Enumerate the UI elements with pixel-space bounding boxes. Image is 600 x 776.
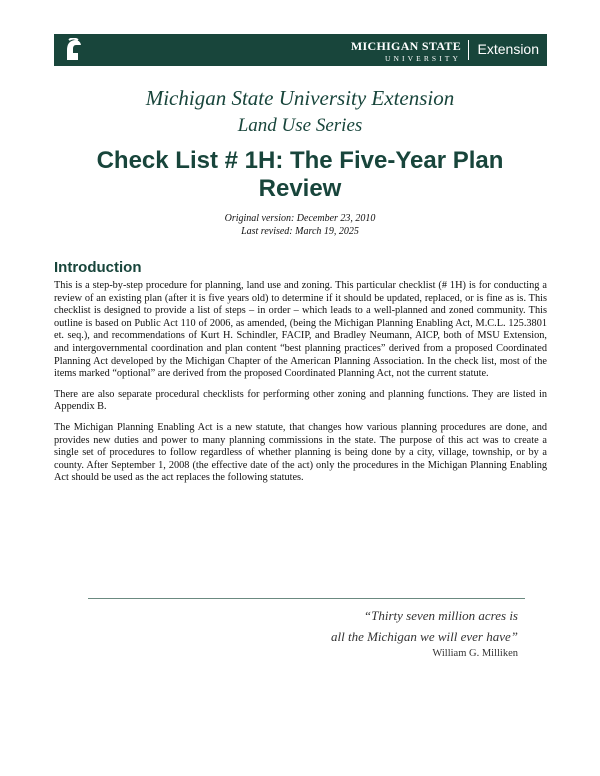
brand-top: MICHIGAN STATE [350, 39, 461, 53]
paragraph: There are also separate procedural checklists for performing other zoning and planning functions. They are listed in Appendix B. [54, 388, 547, 413]
spartan-helmet-icon [64, 38, 82, 62]
intro-body [54, 280, 547, 493]
extension-label: Extension [477, 41, 539, 57]
page-title: Check List # 1H: The Five-Year Plan Review [96, 147, 504, 202]
series-line-1: Michigan State University Extension [145, 86, 455, 110]
last-revised: Last revised: March 19, 2025 [241, 226, 359, 237]
version-dates [0, 212, 600, 238]
quote-line-2: all the Michigan we will ever have” [330, 629, 518, 644]
quote-line-1: “Thirty seven million acres is [363, 608, 518, 623]
msu-wordmark [351, 40, 461, 63]
banner-divider [468, 40, 469, 60]
quote-divider [88, 598, 525, 599]
original-version: Original version: December 23, 2010 [224, 213, 376, 224]
quote-author: William G. Milliken [432, 648, 518, 659]
paragraph: This is a step-by-step procedure for planning, land use and zoning. This particular checklist (# 1H) is for conducting a review of an existing plan (after it is five years old) to determine if it should be updated, replaced, or is fine as is. This checklist is designed to provide a list of steps – in order – which leads to a well-planned and zoned community. This outline is based on Public Act 110 of 2006, as amended, (being the Michigan Planning Enabling Act, M.C.L. 125.3801 et. seq.), and recommendations of Kurt H. Schindler, FACIP, and Bradley Neumann, AICP, both of MSU Extension, and intergovernmental coordination and plan content “best planning practices” derived from a proposed Coordinated Planning Act developed by the Michigan Chapter of the American Planning Association. In the check list, most of the items marked “optional” are derived from the proposed Coordinated Planning Act, not the current statute. [54, 280, 547, 380]
milliken-quote [290, 605, 518, 660]
paragraph: The Michigan Planning Enabling Act is a new statute, that changes how various planning procedures are done, and provides new duties and power to many planning commissions in the state. The purpose of this act was to create a single set of procedures to follow regardless of whether planning is being done by a city, village, township, or by a county. After September 1, 2008 (the effective date of the act) only the procedures in the Michigan Planning Enabling Act should be used as the act replaces the following statutes. [54, 421, 547, 484]
brand-bottom: UNIVERSITY [385, 54, 461, 63]
section-heading: Introduction [54, 259, 142, 276]
header-banner [54, 34, 547, 66]
series-line-2: Land Use Series [237, 115, 363, 136]
